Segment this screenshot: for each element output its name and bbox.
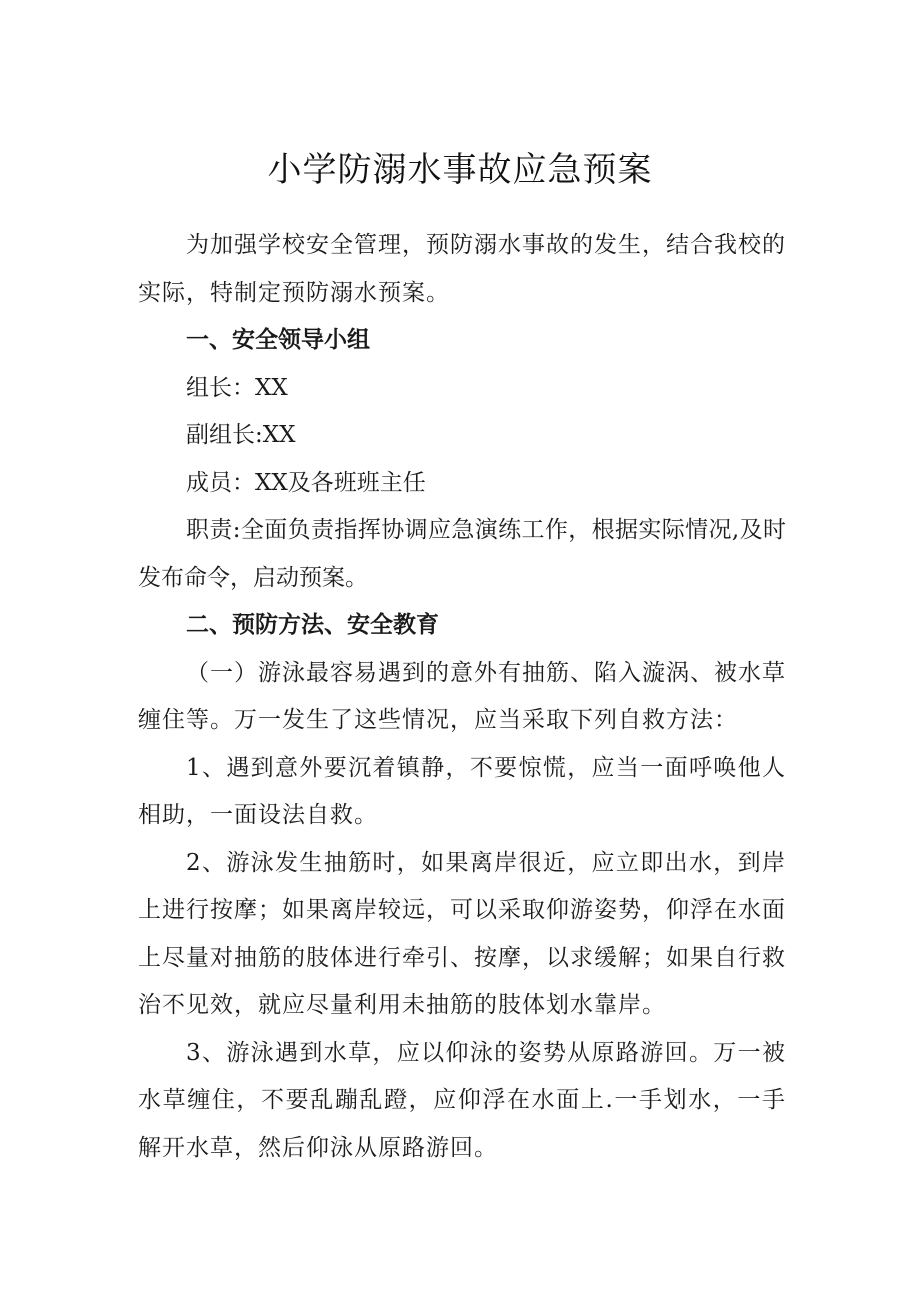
list-item-2: 2、游泳发生抽筋时，如果离岸很近，应立即出水，到岸上进行按摩；如果离岸较远，可以采取仰游姿势，仰浮在水面上尽量对抽筋的肢体进行牵引、按摩，以求缓解；如果自行救治不见效，就应尽量利用未抽筋的肢体划水靠岸。 [138, 849, 786, 1018]
intro-paragraph: 为加强学校安全管理，预防溺水事故的发生，结合我校的实际，特制定预防溺水预案。 [138, 232, 786, 306]
list-item-3: 3、游泳遇到水草，应以仰泳的姿势从原路游回。万一被水草缠住，不要乱蹦乱蹬，应仰浮在水面上.一手划水，一手解开水草，然后仰泳从原路游回。 [138, 1039, 786, 1161]
document-body [138, 222, 786, 1172]
document-title: 小学防溺水事故应急预案 [267, 150, 653, 190]
leader-line: 组长：XX [186, 374, 288, 401]
section-heading-prevention: 二、预防方法、安全教育 [186, 612, 439, 638]
duties-paragraph: 职责:全面负责指挥协调应急演练工作，根据实际情况,及时发布命令，启动预案。 [138, 517, 786, 591]
section-heading-leadership: 一、安全领导小组 [186, 327, 370, 353]
members-line: 成员：XX及各班班主任 [186, 469, 426, 496]
list-item-1: 1、遇到意外要沉着镇静，不要惊慌，应当一面呼唤他人相助，一面设法自救。 [138, 754, 786, 828]
subsection-paragraph-1: （一）游泳最容易遇到的意外有抽筋、陷入漩涡、被水草缠住等。万一发生了这些情况，应当采取下列自救方法： [138, 659, 786, 733]
deputy-leader-line: 副组长:XX [186, 422, 296, 448]
